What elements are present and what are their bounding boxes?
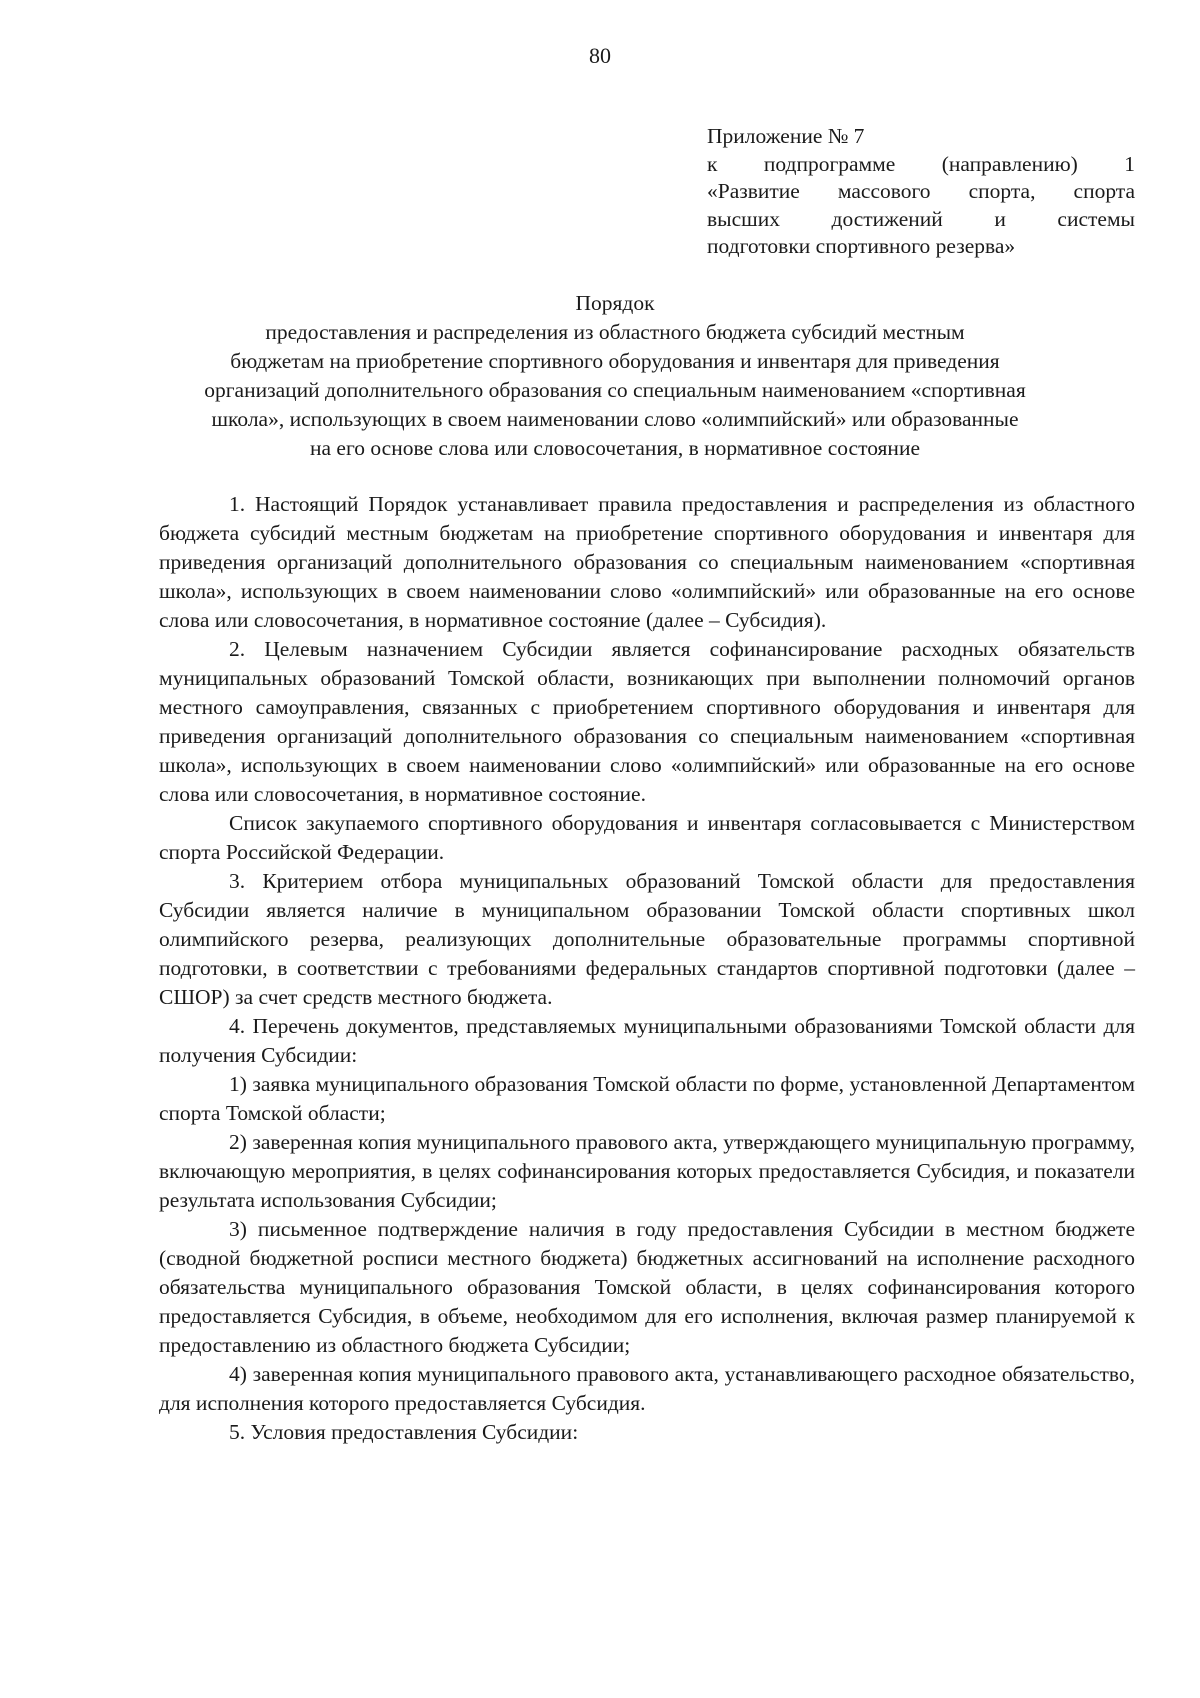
appendix-line: «Развитие массового спорта, спорта [707, 179, 1135, 204]
paragraph-3: 3. Критерием отбора муниципальных образований Томской области для предоставления Субсидии является наличие в муниципальном образовании Томской области спортивных школ олимпийского резерва, реализующих дополнительные образовательные программы спортивной подготовки, в соответствии с требованиями федеральных стандартов спортивной подготовки (далее – СШОР) за счет средств местного бюджета. [159, 869, 1135, 1009]
document-body [159, 490, 1135, 1447]
document-title [150, 289, 1080, 463]
paragraph-4: 4. Перечень документов, представляемых муниципальными образованиями Томской области для получения Субсидии: [159, 1014, 1135, 1067]
paragraph-equipment-list: Список закупаемого спортивного оборудования и инвентаря согласовывается с Министерством спорта Российской Федерации. [159, 811, 1135, 864]
title-heading: Порядок [575, 291, 655, 315]
appendix-line: высших достижений и системы [707, 206, 1135, 231]
list-item-1: 1) заявка муниципального образования Томской области по форме, установленной Департаментом спорта Томской области; [159, 1072, 1135, 1125]
paragraph-5: 5. Условия предоставления Субсидии: [229, 1420, 579, 1444]
paragraph-2: 2. Целевым назначением Субсидии является софинансирование расходных обязательств муниципальных образований Томской области, возникающих при выполнении полномочий органов местного самоуправления, связанных с приобретением спортивного оборудования и инвентаря для приведения организаций дополнительного образования со специальным наименованием «спортивная школа», использующих в своем наименовании слово «олимпийский» или образованные на его основе слова или словосочетания, в нормативное состояние. [159, 637, 1135, 806]
appendix-line: подготовки спортивного резерва» [707, 234, 1016, 259]
page-number: 80 [589, 43, 611, 68]
title-line: бюджетам на приобретение спортивного оборудования и инвентаря для приведения [230, 349, 1000, 373]
appendix-line: к подпрограмме (направлению) 1 [707, 151, 1135, 176]
title-line: на его основе слова или словосочетания, в нормативное состояние [310, 436, 920, 460]
paragraph-1: 1. Настоящий Порядок устанавливает правила предоставления и распределения из областного бюджета субсидий местным бюджетам на приобретение спортивного оборудования и инвентаря для приведения организаций дополнительного образования со специальным наименованием «спортивная школа», использующих в своем наименовании слово «олимпийский» или образованные на его основе слова или словосочетания, в нормативное состояние (далее – Субсидия). [159, 492, 1135, 632]
list-item-2: 2) заверенная копия муниципального правового акта, утверждающего муниципальную программу, включающую мероприятия, в целях софинансирования которых предоставляется Субсидия, и показатели результата использования Субсидии; [159, 1130, 1135, 1212]
appendix-block [707, 123, 1135, 261]
list-item-3: 3) письменное подтверждение наличия в году предоставления Субсидии в местном бюджете (сводной бюджетной росписи местного бюджета) бюджетных ассигнований на исполнение расходного обязательства муниципального образования Томской области, в целях софинансирования которого предоставляется Субсидия, в объеме, необходимом для его исполнения, включая размер планируемой к предоставлению из областного бюджета Субсидии; [159, 1217, 1135, 1357]
title-line: школа», использующих в своем наименовании слово «олимпийский» или образованные [211, 407, 1019, 431]
title-line: предоставления и распределения из областного бюджета субсидий местным [265, 320, 965, 344]
list-item-4: 4) заверенная копия муниципального правового акта, устанавливающего расходное обязательство, для исполнения которого предоставляется Субсидия. [159, 1362, 1135, 1415]
appendix-line: Приложение № 7 [707, 124, 865, 148]
title-line: организаций дополнительного образования со специальным наименованием «спортивная [204, 378, 1026, 402]
